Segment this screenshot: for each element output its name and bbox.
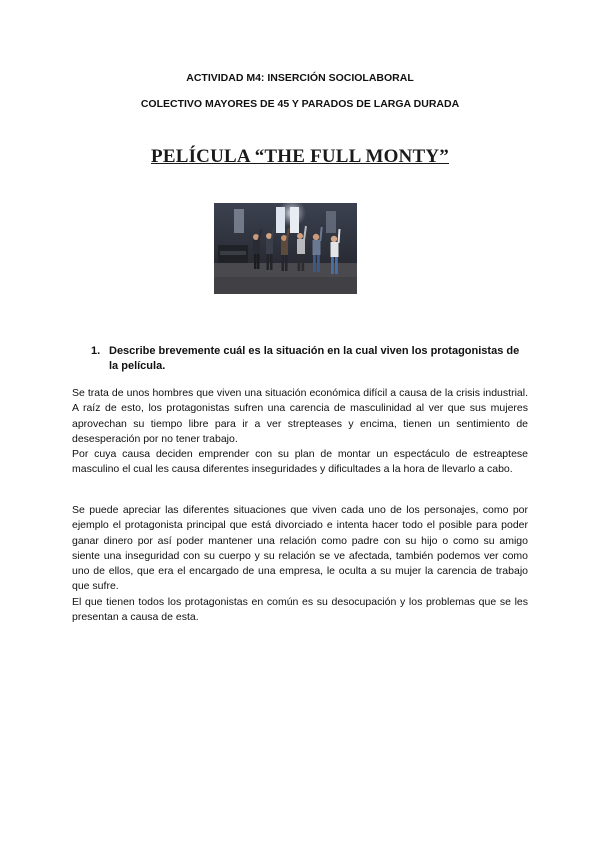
- movie-still-image: [214, 203, 357, 294]
- question-text: Describe brevemente cuál es la situación en la cual viven los protagonistas de la película.: [109, 345, 520, 372]
- activity-heading: ACTIVIDAD M4: INSERCIÓN SOCIOLABORAL: [186, 72, 414, 84]
- paragraph: Se trata de unos hombres que viven una situación económica difícil a causa de la crisis industrial. A raíz de esto, los protagonistas sufren una carencia de masculinidad al ver que sus mujeres aprovechan su tiempo libre para ir a ver strepteases y encima, tienen un sentimiento de desesperación por no tener trabajo.: [72, 387, 528, 445]
- question-1: [91, 344, 529, 374]
- answer-block-1: [72, 386, 528, 478]
- paragraph: Se puede apreciar las diferentes situaciones que viven cada uno de los personajes, como por ejemplo el protagonista principal que está divorciado e intenta hacer todo el posible para poder ganar dinero por así poder mantener una relación como padre con su hijo o como su amigo siente una inseguridad con su cuerpo y su relación se ve afectada, también podemos ver como uno de ellos, que era el encargado de una empresa, le oculta a su mujer la carencia de trabajo que sufre.: [72, 504, 528, 593]
- page-title: PELÍCULA “THE FULL MONTY”: [151, 146, 449, 167]
- answer-block-2: [72, 503, 528, 625]
- paragraph: El que tienen todos los protagonistas en común es su desocupación y los problemas que se les presentan a causa de esta.: [72, 595, 528, 624]
- question-number: 1.: [91, 345, 101, 357]
- paragraph: Por cuya causa deciden emprender con su plan de montar un espectáculo de estreaptese masculino el cual les causa diferentes inseguridades y dificultades a la hora de llevarlo a cabo.: [72, 448, 528, 476]
- collective-heading: COLECTIVO MAYORES DE 45 Y PARADOS DE LARGA DURADA: [140, 98, 460, 110]
